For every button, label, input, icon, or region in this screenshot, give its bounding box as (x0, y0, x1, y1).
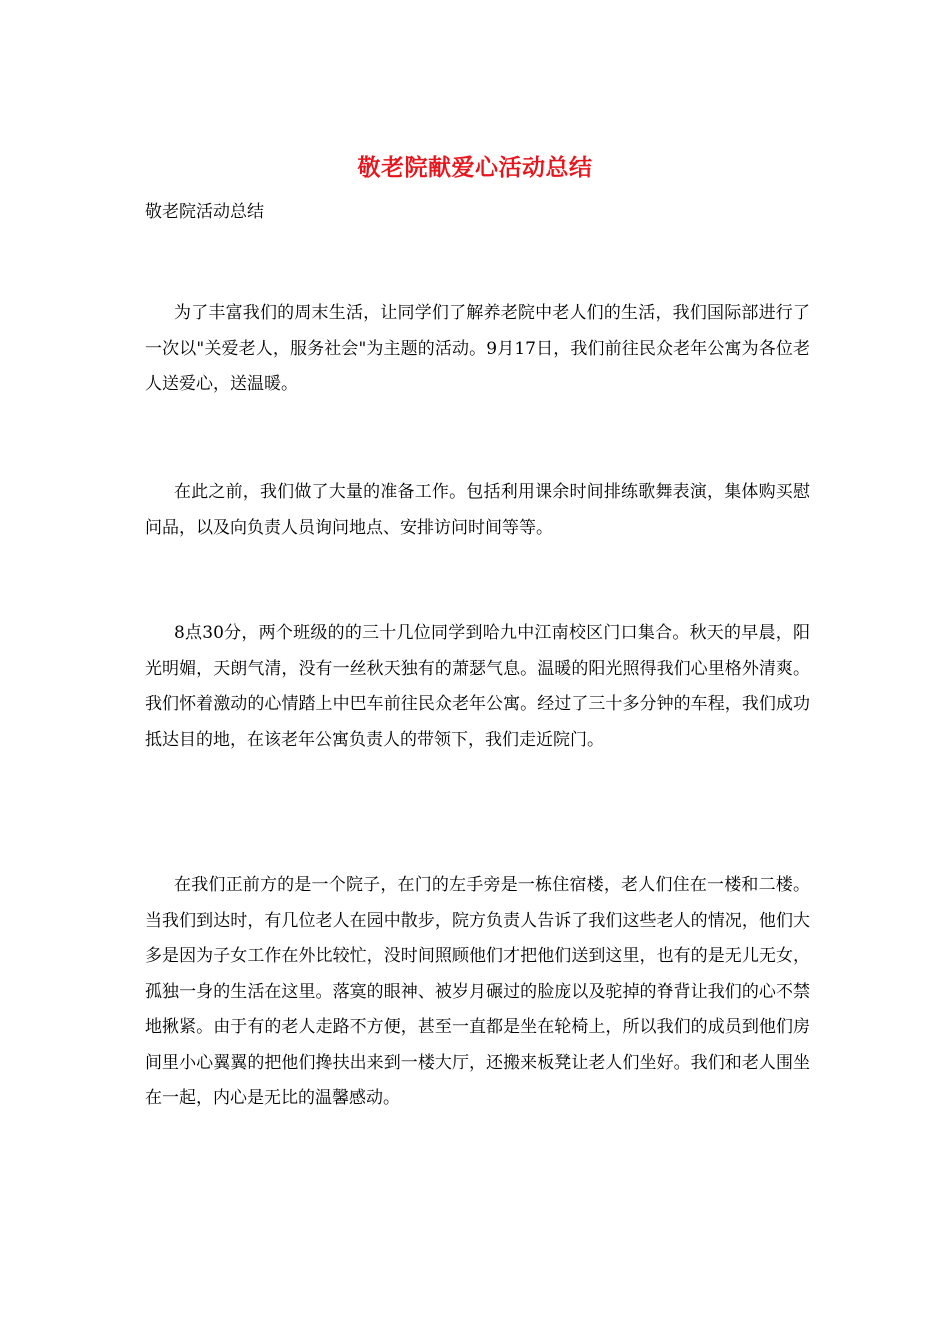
paragraph-3: 8点30分，两个班级的的三十几位同学到哈九中江南校区门口集合。秋天的早晨，阳光明媚，天朗气清，没有一丝秋天独有的萧瑟气息。温暖的阳光照得我们心里格外清爽。我们怀着激动的心情踏上中巴车前往民众老年公寓。经过了三十多分钟的车程，我们成功抵达目的地，在该老年公寓负责人的带领下，我们走近院门。 (145, 623, 810, 750)
paragraph-2: 在此之前，我们做了大量的准备工作。包括利用课余时间排练歌舞表演，集体购买慰问品，以及向负责人员询问地点、安排访问时间等等。 (145, 482, 810, 538)
paragraph-1: 为了丰富我们的周末生活，让同学们了解养老院中老人们的生活，我们国际部进行了一次以"关爱老人，服务社会"为主题的活动。9月17日，我们前往民众老年公寓为各位老人送爱心，送温暖。 (145, 303, 810, 394)
document-title: 敬老院献爱心活动总结 (357, 154, 593, 181)
document-subtitle: 敬老院活动总结 (145, 202, 264, 222)
paragraph-4: 在我们正前方的是一个院子，在门的左手旁是一栋住宿楼，老人们住在一楼和二楼。当我们到达时，有几位老人在园中散步，院方负责人告诉了我们这些老人的情况，他们大多是因为子女工作在外比较忙，没时间照顾他们才把他们送到这里，也有的是无儿无女，孤独一身的生活在这里。落寞的眼神、被岁月碾过的脸庞以及驼掉的脊背让我们的心不禁地揪紧。由于有的老人走路不方便，甚至一直都是坐在轮椅上，所以我们的成员到他们房间里小心翼翼的把他们搀扶出来到一楼大厅，还搬来板凳让老人们坐好。我们和老人围坐在一起，内心是无比的温馨感动。 (145, 875, 810, 1108)
